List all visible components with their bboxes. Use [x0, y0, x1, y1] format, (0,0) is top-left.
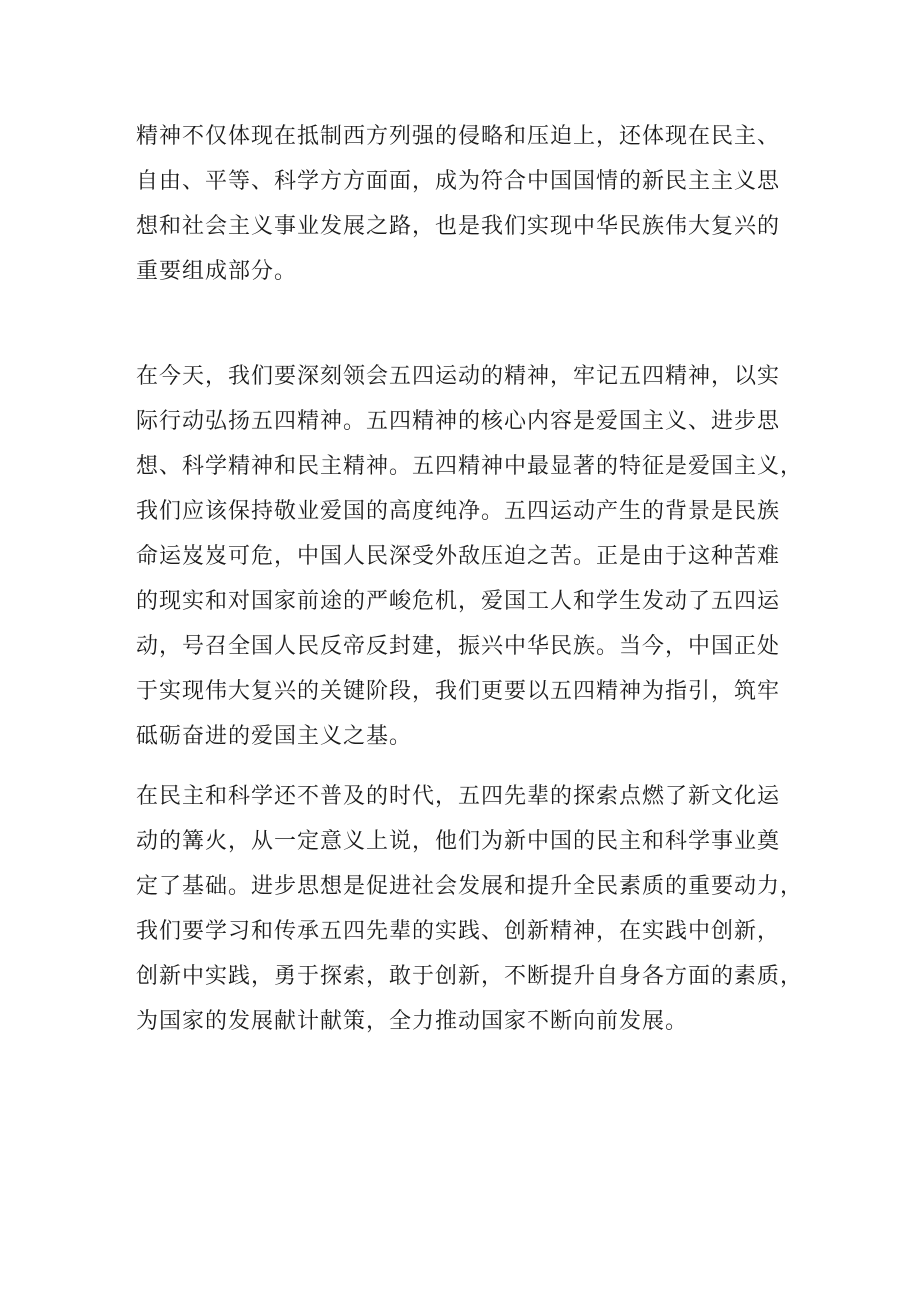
text-line: 在今天，我们要深刻领会五四运动的精神，牢记五四精神，以实 [136, 364, 781, 389]
text-line: 为国家的发展献计献策，全力推动国家不断向前发展。 [136, 1009, 689, 1034]
text-line: 我们应该保持敬业爱国的高度纯净。五四运动产生的背景是民族 [136, 499, 781, 524]
text-line: 际行动弘扬五四精神。五四精神的核心内容是爱国主义、进步思 [136, 409, 781, 434]
text-line: 自由、平等、科学方方面面，成为符合中国国情的新民主主义思 [136, 169, 781, 194]
text-line: 动，号召全国人民反帝反封建，振兴中华民族。当今，中国正处 [136, 634, 781, 659]
text-line: 重要组成部分。 [136, 259, 298, 284]
text-line: 创新中实践，勇于探索，敢于创新，不断提升自身各方面的素质， [136, 964, 804, 989]
text-line: 命运岌岌可危，中国人民深受外敌压迫之苦。正是由于这种苦难 [136, 544, 781, 569]
text-line: 砥砺奋进的爱国主义之基。 [136, 724, 413, 749]
text-line: 动的篝火，从一定意义上说，他们为新中国的民主和科学事业奠 [136, 829, 781, 854]
text-line: 于实现伟大复兴的关键阶段，我们更要以五四精神为指引，筑牢 [136, 679, 781, 704]
text-line: 我们要学习和传承五四先辈的实践、创新精神，在实践中创新， [136, 919, 781, 944]
text-line: 精神不仅体现在抵制西方列强的侵略和压迫上，还体现在民主、 [136, 124, 781, 149]
text-line: 在民主和科学还不普及的时代，五四先辈的探索点燃了新文化运 [136, 784, 781, 809]
text-line: 想、科学精神和民主精神。五四精神中最显著的特征是爱国主义， [136, 454, 804, 479]
text-line: 定了基础。进步思想是促进社会发展和提升全民素质的重要动力， [136, 874, 804, 899]
paragraph-2 [136, 354, 806, 759]
text-line: 想和社会主义事业发展之路，也是我们实现中华民族伟大复兴的 [136, 214, 781, 239]
paragraph-3 [136, 774, 806, 1044]
paragraph-1 [136, 114, 806, 294]
text-line: 的现实和对国家前途的严峻危机，爱国工人和学生发动了五四运 [136, 589, 781, 614]
